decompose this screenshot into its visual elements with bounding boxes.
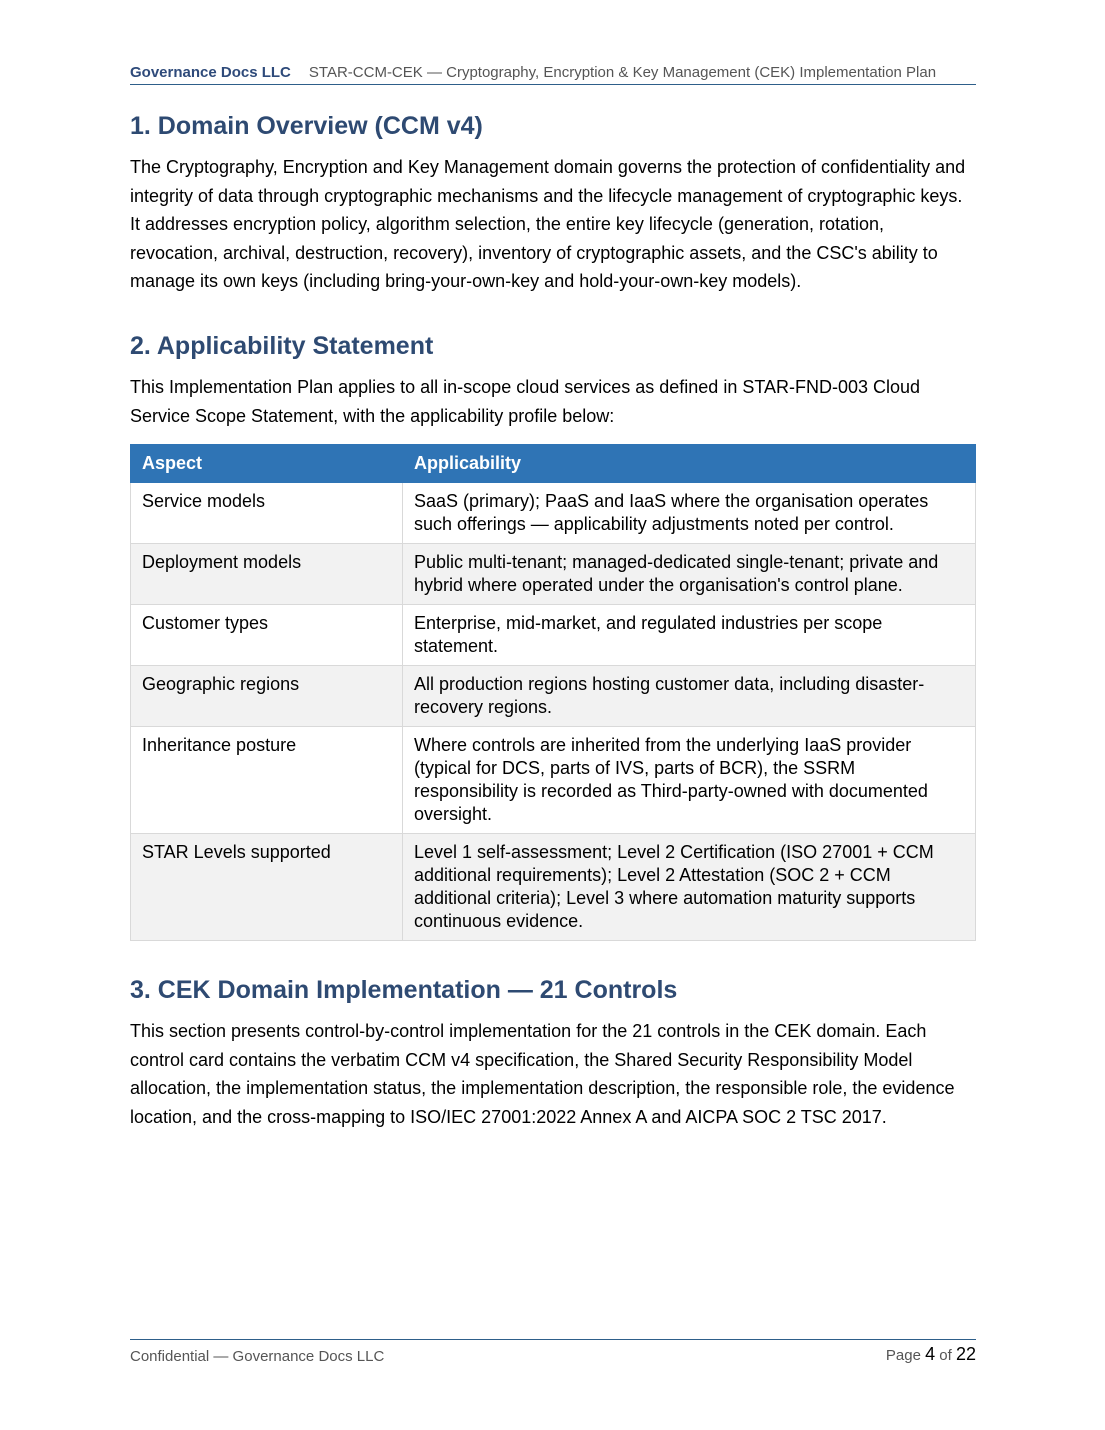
page-label: Page: [885, 1347, 921, 1364]
table-row: [131, 834, 976, 941]
table-cell-applicability: Enterprise, mid-market, and regulated industries per scope statement.: [403, 605, 976, 666]
table-row: [131, 483, 976, 544]
section-2-body: This Implementation Plan applies to all in-scope cloud services as defined in STAR-FND-003 Cloud Service Scope Statement, with the applicability profile below:: [130, 376, 921, 426]
table-cell-applicability: Public multi-tenant; managed-dedicated single-tenant; private and hybrid where operated under the organisation's control plane.: [403, 544, 976, 605]
page-number: [886, 1344, 976, 1365]
table-cell-aspect: Geographic regions: [131, 666, 403, 727]
page-current: 4: [925, 1344, 936, 1364]
section-1-body: The Cryptography, Encryption and Key Management domain governs the protection of confidentiality and integrity of data through cryptographic mechanisms and the lifecycle management of cryptographic keys. It addresses encryption policy, algorithm selection, the entire key lifecycle (generation, rotation, revocation, archival, destruction, recovery), inventory of cryptographic assets, and the CSC's ability to manage its own keys (including bring-your-own-key and hold-your-own-key models).: [130, 157, 966, 292]
document-page: [130, 0, 976, 1132]
column-header-applicability: Applicability: [403, 445, 976, 483]
header-doc-title: STAR-CCM-CEK — Cryptography, Encryption & Key Management (CEK) Implementation Plan: [308, 64, 937, 81]
page-header: [130, 64, 976, 85]
table-cell-applicability: Where controls are inherited from the underlying IaaS provider (typical for DCS, parts of IVS, parts of BCR), the SSRM responsibility is recorded as Third-party-owned with documented oversight.: [403, 727, 976, 834]
table-row: [131, 605, 976, 666]
header-company: Governance Docs LLC: [130, 64, 291, 81]
applicability-table: [130, 444, 976, 941]
table-cell-applicability: Level 1 self-assessment; Level 2 Certification (ISO 27001 + CCM additional requirements); Level 2 Attestation (SOC 2 + CCM additional criteria); Level 3 where automation maturity supports continuous evidence.: [403, 834, 976, 941]
table-row: [131, 666, 976, 727]
section-3-body: This section presents control-by-control implementation for the 21 controls in the CEK domain. Each control card contains the verbatim CCM v4 specification, the Shared Security Responsibility Model allocation, the implementation status, the implementation description, the responsible role, the evidence location, and the cross-mapping to ISO/IEC 27001:2022 Annex A and AICPA SOC 2 TSC 2017.: [130, 1021, 955, 1127]
table-cell-aspect: STAR Levels supported: [131, 834, 403, 941]
page-total: 22: [955, 1344, 976, 1364]
table-row: [131, 544, 976, 605]
table-row: [131, 727, 976, 834]
table-cell-applicability: SaaS (primary); PaaS and IaaS where the organisation operates such offerings — applicability adjustments noted per control.: [403, 483, 976, 544]
page-footer: [130, 1339, 976, 1370]
section-2-heading: 2. Applicability Statement: [130, 331, 434, 360]
section-3-heading: 3. CEK Domain Implementation — 21 Controls: [130, 976, 678, 1005]
table-cell-applicability: All production regions hosting customer data, including disaster-recovery regions.: [403, 666, 976, 727]
section-1-heading: 1. Domain Overview (CCM v4): [130, 112, 483, 140]
table-cell-aspect: Deployment models: [131, 544, 403, 605]
footer-confidential: Confidential — Governance Docs LLC: [130, 1348, 385, 1365]
column-header-aspect: Aspect: [131, 445, 403, 483]
table-cell-aspect: Customer types: [131, 605, 403, 666]
page-of: of: [939, 1347, 952, 1364]
table-header-row: [131, 445, 976, 483]
table-cell-aspect: Inheritance posture: [131, 727, 403, 834]
table-cell-aspect: Service models: [131, 483, 403, 544]
